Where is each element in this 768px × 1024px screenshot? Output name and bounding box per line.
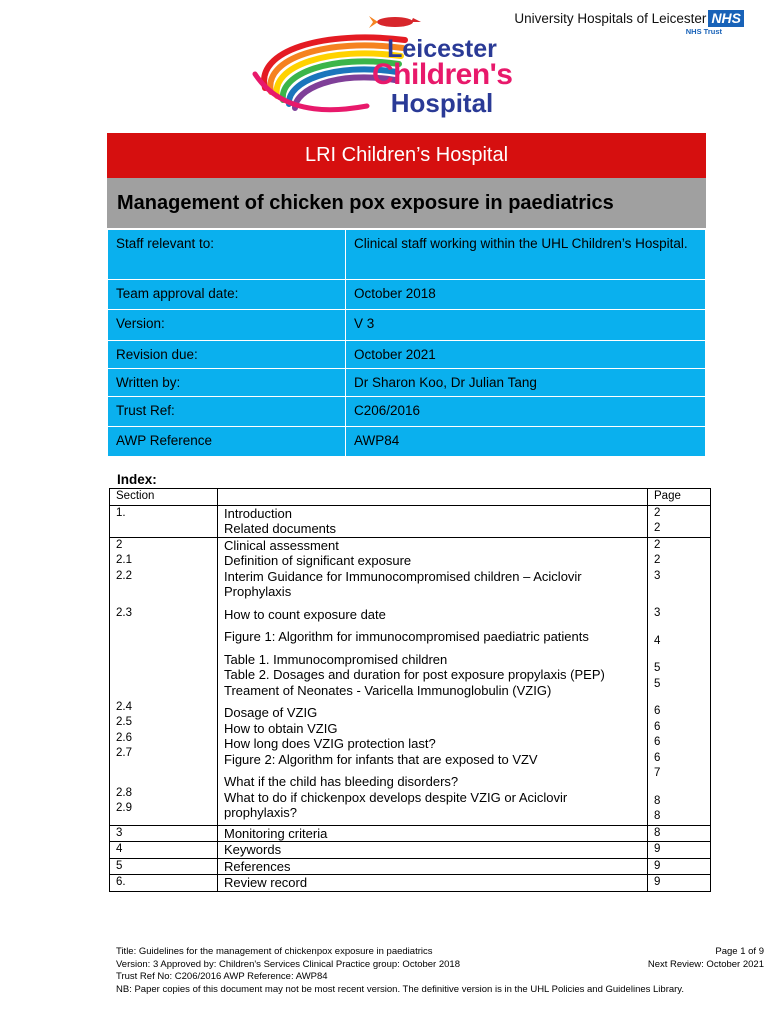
meta-value: Clinical staff working within the UHL Children’s Hospital. [346, 230, 706, 280]
index-entry: Figure 1: Algorithm for immunocompromised paediatric patients [224, 629, 589, 644]
index-entry: What to do if chickenpox develops despite VZIG or Aciclovir prophylaxis? [224, 789, 568, 820]
spacer [116, 584, 211, 606]
page-number: 2 [654, 538, 661, 551]
page-number: 2 [654, 506, 661, 519]
hospital-title-banner [107, 133, 706, 178]
spacer [116, 622, 211, 700]
spacer [116, 762, 211, 786]
section-number: 2.1 [116, 554, 132, 566]
section-number: 2.6 [116, 731, 132, 744]
meta-row [108, 230, 706, 280]
index-entry: Treament of Neonates - Varicella Immunoglobulin (VZIG) [224, 682, 552, 698]
index-page-cell [648, 537, 711, 825]
logo-line-childrens: Children's [372, 58, 513, 91]
index-entry: Table 2. Dosages and duration for post exposure propylaxis (PEP) [224, 667, 605, 682]
meta-row [108, 310, 706, 341]
meta-key: Trust Ref: [108, 397, 346, 427]
meta-row [108, 427, 706, 457]
index-entry: How to obtain VZIG [224, 720, 338, 736]
index-section-cell [110, 537, 218, 825]
section-number: 2.5 [116, 716, 132, 728]
index-table [109, 488, 711, 892]
nhs-header [514, 10, 744, 36]
spacer [654, 622, 704, 634]
section-number: 2.9 [116, 802, 132, 814]
meta-key: Written by: [108, 369, 346, 397]
document-meta-table [107, 229, 706, 457]
section-number: 2.4 [116, 700, 132, 713]
page-number: 9 [648, 842, 711, 859]
footer-title: Title: Guidelines for the management of chickenpox exposure in paediatrics [116, 946, 433, 957]
meta-value: AWP84 [346, 427, 706, 457]
logo-line-hospital: Hospital [390, 88, 494, 118]
spacer [224, 645, 641, 652]
section-number: 2.2 [116, 569, 132, 582]
meta-key: Version: [108, 310, 346, 341]
footer-version: Version: 3 Approved by: Children's Services Clinical Practice group: October 2018 [116, 958, 460, 970]
meta-key: Revision due: [108, 341, 346, 369]
index-entry: Introduction [224, 505, 292, 521]
page-number: 8 [648, 825, 711, 842]
spacer [654, 649, 704, 661]
meta-key: Staff relevant to: [108, 230, 346, 280]
logo-line-leicester: Leicester [387, 35, 497, 63]
section-number: 2.7 [116, 747, 132, 759]
index-entry: Keywords [218, 842, 648, 859]
page-number: 4 [654, 634, 661, 647]
section-number: 2 [116, 538, 123, 551]
section-number: 3 [110, 825, 218, 842]
hospital-title: LRI Children’s Hospital [304, 144, 509, 166]
page-number: 7 [654, 767, 661, 779]
index-header-row [110, 489, 711, 506]
meta-key: AWP Reference [108, 427, 346, 457]
meta-value: C206/2016 [346, 397, 706, 427]
index-entry: References [218, 858, 648, 875]
meta-value: October 2018 [346, 280, 706, 310]
section-number: 2.3 [116, 607, 132, 619]
index-row [110, 505, 711, 537]
index-header-page: Page [648, 489, 711, 506]
page-footer [116, 946, 764, 996]
index-entry: Review record [218, 875, 648, 892]
org-name: University Hospitals of Leicester [514, 11, 707, 26]
index-entry: Definition of significant exposure [224, 553, 412, 568]
section-number: 4 [110, 842, 218, 859]
index-entry: Dosage of VZIG [224, 705, 318, 720]
page-number: 3 [654, 607, 661, 619]
nhs-org-line [514, 10, 744, 27]
spacer [224, 622, 641, 629]
section-number: 6. [110, 875, 218, 892]
section-number: 1. [116, 506, 126, 519]
index-title-cell [218, 537, 648, 825]
meta-row [108, 280, 706, 310]
index-section-cell [110, 505, 218, 537]
spacer [224, 767, 641, 774]
meta-row [108, 341, 706, 369]
meta-row [108, 397, 706, 427]
page-number: 6 [654, 720, 661, 733]
page-number: 3 [654, 569, 661, 582]
page-number: 5 [654, 662, 661, 674]
index-heading: Index: [117, 472, 157, 487]
page-number: 6 [654, 705, 661, 717]
next-review: Next Review: October 2021 [647, 958, 764, 970]
index-header-section: Section [110, 489, 218, 506]
page-number: 6 [654, 736, 661, 748]
index-row [110, 858, 711, 875]
index-title-cell [218, 505, 648, 537]
meta-value: Dr Sharon Koo, Dr Julian Tang [346, 369, 706, 397]
index-row [110, 825, 711, 842]
page-number: 8 [654, 810, 661, 822]
document-title-banner [107, 178, 706, 228]
page-number: 6 [654, 751, 661, 764]
page-number: 8 [654, 794, 661, 807]
index-entry: How to count exposure date [224, 606, 386, 622]
index-header-title [218, 489, 648, 506]
spacer [654, 692, 704, 704]
index-page-cell [648, 505, 711, 537]
nhs-logo: NHS [708, 10, 744, 27]
section-number: 5 [110, 858, 218, 875]
page-number: 2 [654, 554, 661, 566]
meta-value: V 3 [346, 310, 706, 341]
index-entry: Interim Guidance for Immunocompromised children – Aciclovir Prophylaxis [224, 568, 582, 599]
page-number: 9 [648, 858, 711, 875]
index-entry: What if the child has bleeding disorders? [224, 774, 459, 789]
spacer [224, 600, 641, 607]
footer-note: NB: Paper copies of this document may not be most recent version. The definitive version is in the UHL Policies and Guidelines Library. [116, 983, 684, 995]
index-row [110, 842, 711, 859]
page-number: 5 [654, 677, 661, 690]
page-number: 9 [648, 875, 711, 892]
meta-key: Team approval date: [108, 280, 346, 310]
index-entry: Related documents [224, 521, 337, 536]
spacer [224, 698, 641, 705]
index-entry: How long does VZIG protection last? [224, 736, 436, 751]
document-title: Management of chicken pox exposure in paediatrics [117, 191, 614, 214]
page-indicator: Page 1 of 9 [715, 946, 764, 957]
footer-right [648, 946, 764, 971]
meta-value: October 2021 [346, 341, 706, 369]
index-entry: Figure 2: Algorithm for infants that are exposed to VZV [224, 751, 538, 767]
index-row [110, 537, 711, 825]
meta-row [108, 369, 706, 397]
spacer [654, 584, 704, 606]
section-number: 2.8 [116, 786, 132, 799]
nhs-trust-label: NHS Trust [685, 27, 722, 36]
index-entry: Clinical assessment [224, 537, 339, 553]
index-entry: Monitoring criteria [218, 825, 648, 842]
spacer [654, 782, 704, 794]
index-row [110, 875, 711, 892]
page-number: 2 [654, 522, 661, 534]
footer-trust-ref: Trust Ref No: C206/2016 AWP Reference: AWP84 [116, 971, 328, 982]
index-entry: Table 1. Immunocompromised children [224, 651, 448, 667]
